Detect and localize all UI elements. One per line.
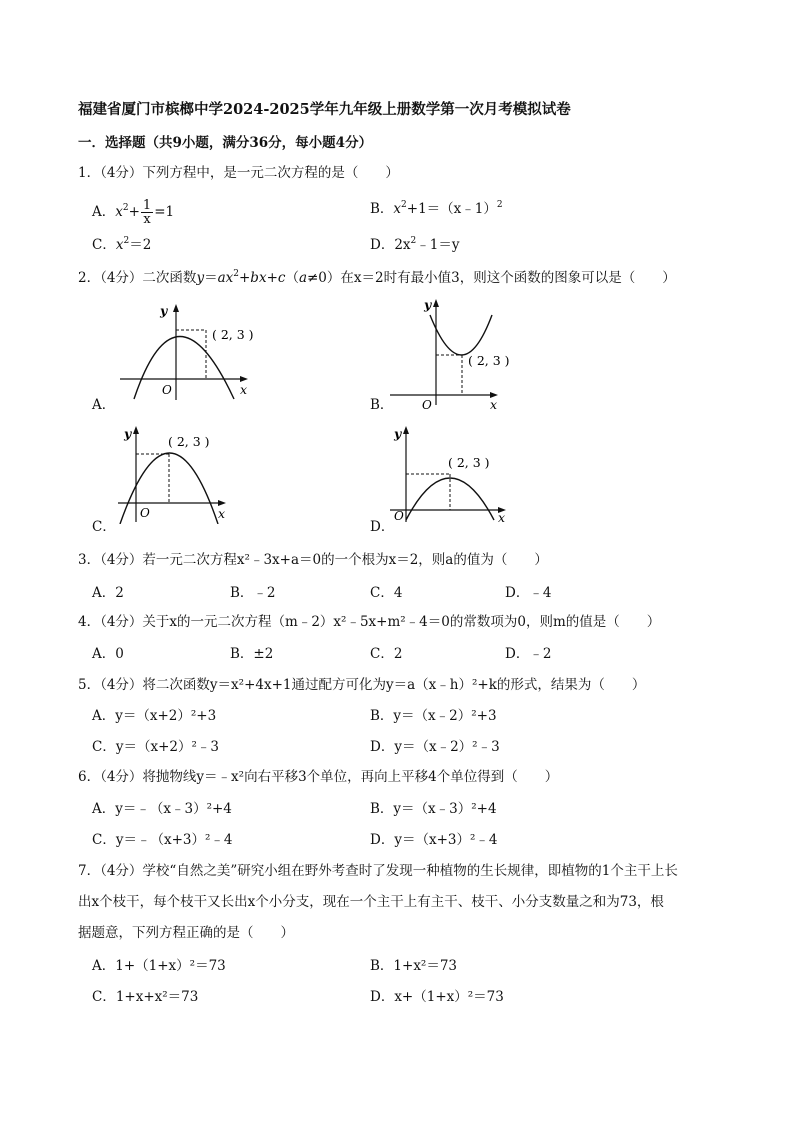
point-label: ( 2, 3 ) xyxy=(212,327,254,342)
q7-option-b: B．1+x²＝73 xyxy=(370,958,458,974)
q3-option-d: D．﹣4 xyxy=(505,585,552,601)
parabola xyxy=(120,453,218,524)
q2-graph-c xyxy=(118,424,238,524)
q7-option-a: A．1+（1+x）²＝73 xyxy=(92,958,226,974)
svg-text:( 2, 3 ): ( 2, 3 ) xyxy=(448,455,490,470)
q2-label-c: C． xyxy=(92,519,116,535)
q6-stem: 6．（4分）将抛物线y＝﹣x²向右平移3个单位，再向上平移4个单位得到（ ） xyxy=(78,769,559,785)
q3-stem: 3．（4分）若一元二次方程x²﹣3x+a＝0的一个根为x＝2，则a的值为（ ） xyxy=(78,552,548,568)
svg-text:O: O xyxy=(394,509,404,523)
q1-stem: 1．（4分）下列方程中，是一元二次方程的是（ ） xyxy=(78,165,399,181)
q6-option-b: B．y＝（x﹣3）²+4 xyxy=(370,801,497,817)
q7-stem-line3: 据题意，下列方程正确的是（ ） xyxy=(78,925,294,941)
q7-option-c: C．1+x+x²＝73 xyxy=(92,989,199,1005)
q5-option-a: A．y＝（x+2）²+3 xyxy=(92,708,217,724)
q4-stem: 4．（4分）关于x的一元二次方程（m﹣2）x²﹣5x+m²﹣4＝0的常数项为0，则m的值是（ ） xyxy=(78,614,661,630)
exam-title: 福建省厦门市槟榔中学2024-2025学年九年级上册数学第一次月考模拟试卷 xyxy=(78,101,571,118)
q1-option-a: A．$x^2+$ $\frac{1}{x}$ =1 xyxy=(92,198,175,227)
q2-label-b: B． xyxy=(370,397,394,413)
q7-stem-line2: 出x个枝干，每个枝干又长出x个小分支，现在一个主干上有主干、枝干、小分支数量之和为73，根 xyxy=(78,894,664,910)
q6-option-c: C．y＝﹣（x+3）²﹣4 xyxy=(92,832,233,848)
q3-option-a: A．2 xyxy=(92,585,124,601)
section-heading: 一．选择题（共9小题，满分36分，每小题4分） xyxy=(78,135,373,151)
q4-option-d: D．﹣2 xyxy=(505,646,552,662)
q2-graph-d xyxy=(390,424,516,524)
q2-label-d: D． xyxy=(370,519,395,535)
q3-option-c: C．4 xyxy=(370,585,403,601)
q4-option-a: A．0 xyxy=(92,646,124,662)
q7-option-d: D．x+（1+x）²＝73 xyxy=(370,989,504,1005)
q6-option-d: D．y＝（x+3）²﹣4 xyxy=(370,832,498,848)
q2-graph-b xyxy=(386,293,510,413)
svg-text:y: y xyxy=(394,426,402,441)
parabola xyxy=(430,315,492,355)
q3-option-b: B．﹣2 xyxy=(230,585,276,601)
svg-text:O: O xyxy=(162,383,172,397)
q1-option-b: B．$x^2+1=(x﹣1)^2$ xyxy=(370,200,503,217)
svg-text:y: y xyxy=(424,297,432,312)
svg-text:O: O xyxy=(140,506,150,520)
q4-option-b: B．±2 xyxy=(230,646,274,662)
svg-text:( 2, 3 ): ( 2, 3 ) xyxy=(468,353,510,368)
q6-option-a: A．y＝﹣（x﹣3）²+4 xyxy=(92,801,232,817)
svg-text:x: x xyxy=(240,382,248,397)
svg-text:x: x xyxy=(498,510,506,524)
svg-text:( 2, 3 ): ( 2, 3 ) xyxy=(168,434,210,449)
q7-stem-line1: 7．（4分）学校“自然之美”研究小组在野外考查时了发现一种植物的生长规律，即植物的1个主干上长 xyxy=(78,863,678,879)
q5-stem: 5．（4分）将二次函数y＝x²+4x+1通过配方可化为y＝a（x﹣h）²+k的形式，结果为（ ） xyxy=(78,677,646,693)
q2-graph-a xyxy=(118,302,258,402)
q5-option-d: D．y＝（x﹣2）²﹣3 xyxy=(370,739,500,755)
q5-option-c: C．y＝（x+2）²﹣3 xyxy=(92,739,219,755)
svg-text:y: y xyxy=(160,303,168,318)
q1-option-c: C．$x^2=2$ xyxy=(92,236,152,253)
svg-text:x: x xyxy=(218,506,226,521)
svg-text:y: y xyxy=(124,426,132,441)
q4-option-c: C．2 xyxy=(370,646,403,662)
q1-option-d: D．$2x^2﹣1=y$ xyxy=(370,236,460,253)
parabola xyxy=(134,337,234,400)
q2-label-a: A． xyxy=(92,397,116,413)
svg-text:x: x xyxy=(490,397,498,412)
q5-option-b: B．y＝（x﹣2）²+3 xyxy=(370,708,497,724)
svg-text:O: O xyxy=(422,398,432,412)
q2-stem: 2．（4分）二次函数$y=ax^2+bx+c(a\ne 0)$在x＝2时有最小值3，则这个函数的图象可以是（ ） xyxy=(78,269,676,286)
